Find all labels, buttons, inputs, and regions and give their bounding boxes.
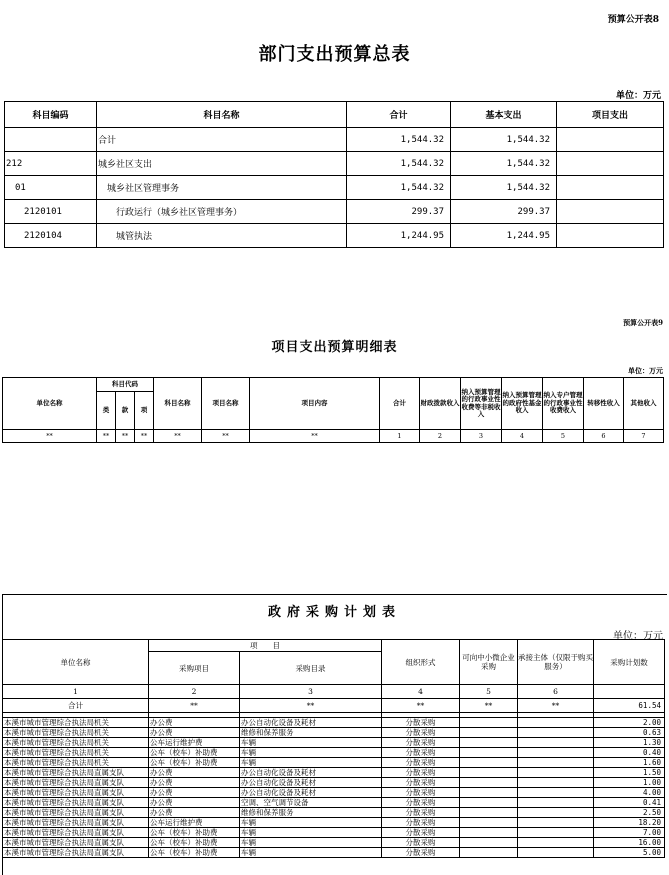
project-value bbox=[557, 200, 664, 224]
cell-item: 办公费 bbox=[149, 788, 240, 798]
cell: 5 bbox=[460, 685, 518, 699]
basic-value: 1,544.32 bbox=[451, 128, 557, 152]
table-row bbox=[3, 818, 665, 828]
cell-unit: 本溪市城市管理综合执法局直属支队 bbox=[3, 768, 149, 778]
cell-catalog: 维修和保养服务 bbox=[240, 728, 382, 738]
header-transfer: 转移性收入 bbox=[584, 378, 624, 430]
subject-name: 合计 bbox=[97, 128, 347, 152]
cell-unit: 本溪市城市管理综合执法局机关 bbox=[3, 718, 149, 728]
cell bbox=[594, 685, 665, 699]
header-special-account: 纳入专户管理的行政事业性收费收入 bbox=[543, 378, 584, 430]
subject-name: 行政运行（城乡社区管理事务） bbox=[97, 200, 347, 224]
cell: 2 bbox=[420, 430, 461, 443]
cell-amount: 16.00 bbox=[594, 838, 665, 848]
basic-value: 299.37 bbox=[451, 200, 557, 224]
total-label: 合计 bbox=[3, 699, 149, 713]
cell-sme bbox=[460, 788, 518, 798]
cell-unit: 本溪市城市管理综合执法局直属支队 bbox=[3, 808, 149, 818]
cell-sme bbox=[460, 798, 518, 808]
cell: ** bbox=[250, 430, 380, 443]
cell-item: 办公费 bbox=[149, 798, 240, 808]
cell-sme bbox=[460, 718, 518, 728]
cell-amount: 0.63 bbox=[594, 728, 665, 738]
table-row bbox=[5, 152, 664, 176]
basic-value: 1,244.95 bbox=[451, 224, 557, 248]
subject-name: 城管执法 bbox=[97, 224, 347, 248]
cell-sme bbox=[460, 848, 518, 858]
cell-undertaker bbox=[518, 748, 594, 758]
project-value bbox=[557, 152, 664, 176]
table-row bbox=[5, 176, 664, 200]
cell-catalog: 办公自动化设备及耗材 bbox=[240, 778, 382, 788]
cell-form: 分散采购 bbox=[382, 818, 460, 828]
cell-amount: 7.00 bbox=[594, 828, 665, 838]
total-value: 1,544.32 bbox=[347, 152, 451, 176]
cell: ** bbox=[460, 699, 518, 713]
project-value bbox=[557, 224, 664, 248]
cell-item: 公车（校车）补助费 bbox=[149, 838, 240, 848]
total-value: 299.37 bbox=[347, 200, 451, 224]
cell-amount: 1.60 bbox=[594, 758, 665, 768]
cell-undertaker bbox=[518, 728, 594, 738]
subject-code: 212 bbox=[5, 152, 97, 176]
basic-value: 1,544.32 bbox=[451, 176, 557, 200]
cell: 2 bbox=[149, 685, 240, 699]
cell: 6 bbox=[584, 430, 624, 443]
header-catalog: 采购目录 bbox=[240, 652, 382, 685]
cell-unit: 本溪市城市管理综合执法局直属支队 bbox=[3, 798, 149, 808]
table-row bbox=[3, 798, 665, 808]
cell: 4 bbox=[382, 685, 460, 699]
cell-amount: 1.30 bbox=[594, 738, 665, 748]
cell-amount: 2.50 bbox=[594, 808, 665, 818]
cell-unit: 本溪市城市管理综合执法局直属支队 bbox=[3, 828, 149, 838]
cell-unit: 本溪市城市管理综合执法局直属支队 bbox=[3, 818, 149, 828]
cell: 4 bbox=[502, 430, 543, 443]
cell: 1 bbox=[3, 685, 149, 699]
cell-form: 分散采购 bbox=[382, 748, 460, 758]
cell-undertaker bbox=[518, 838, 594, 848]
cell: 3 bbox=[240, 685, 382, 699]
cell-sme bbox=[460, 808, 518, 818]
header-basic: 基本支出 bbox=[451, 102, 557, 128]
table-row bbox=[3, 728, 665, 738]
cell-amount: 0.41 bbox=[594, 798, 665, 808]
project-expenditure-table bbox=[2, 377, 664, 443]
cell-sme bbox=[460, 728, 518, 738]
cell-unit: 本溪市城市管理综合执法局机关 bbox=[3, 748, 149, 758]
header-form: 组织形式 bbox=[382, 640, 460, 685]
cell-item: 公车（校车）补助费 bbox=[149, 758, 240, 768]
cell-amount: 1.00 bbox=[594, 778, 665, 788]
subject-name: 城乡社区管理事务 bbox=[97, 176, 347, 200]
total-value: 1,544.32 bbox=[347, 176, 451, 200]
cell-amount: 2.00 bbox=[594, 718, 665, 728]
cell-form: 分散采购 bbox=[382, 838, 460, 848]
cell-catalog: 维修和保养服务 bbox=[240, 808, 382, 818]
cell: 7 bbox=[624, 430, 664, 443]
basic-value: 1,544.32 bbox=[451, 152, 557, 176]
procurement-title: 政府采购计划表 bbox=[267, 605, 401, 620]
cell-catalog: 车辆 bbox=[240, 738, 382, 748]
cell-sme bbox=[460, 838, 518, 848]
header-project: 项目支出 bbox=[557, 102, 664, 128]
cell-form: 分散采购 bbox=[382, 788, 460, 798]
cell-form: 分散采购 bbox=[382, 718, 460, 728]
cell: ** bbox=[135, 430, 154, 443]
subject-code bbox=[5, 128, 97, 152]
header-fund-income: 纳入预算管理的政府性基金收入 bbox=[502, 378, 543, 430]
subject-code: 01 bbox=[5, 176, 97, 200]
cell-catalog: 车辆 bbox=[240, 848, 382, 858]
cell-form: 分散采购 bbox=[382, 738, 460, 748]
header-subject-name: 科目名称 bbox=[154, 378, 202, 430]
table-row bbox=[3, 738, 665, 748]
project-value bbox=[557, 128, 664, 152]
table-row bbox=[5, 200, 664, 224]
cell-undertaker bbox=[518, 768, 594, 778]
header-kuan: 款 bbox=[116, 392, 135, 430]
table-row bbox=[5, 128, 664, 152]
cell-item: 公车（校车）补助费 bbox=[149, 748, 240, 758]
table-row bbox=[3, 748, 665, 758]
cell-amount: 5.00 bbox=[594, 848, 665, 858]
cell-catalog: 车辆 bbox=[240, 758, 382, 768]
cell-sme bbox=[460, 758, 518, 768]
cell-undertaker bbox=[518, 808, 594, 818]
cell-undertaker bbox=[518, 778, 594, 788]
cell-form: 分散采购 bbox=[382, 848, 460, 858]
cell-item: 公车（校车）补助费 bbox=[149, 848, 240, 858]
cell-catalog: 空调、空气调节设备 bbox=[240, 798, 382, 808]
cell-undertaker bbox=[518, 848, 594, 858]
cell-item: 公车运行维护费 bbox=[149, 818, 240, 828]
cell-unit: 本溪市城市管理综合执法局机关 bbox=[3, 758, 149, 768]
header-amount: 采购计划数 bbox=[594, 640, 665, 685]
table-row bbox=[3, 808, 665, 818]
cell-sme bbox=[460, 738, 518, 748]
header-subject-code: 科目编码 bbox=[5, 102, 97, 128]
table-row bbox=[3, 848, 665, 858]
cell: 1 bbox=[380, 430, 420, 443]
header-lei: 类 bbox=[97, 392, 116, 430]
header-unit-name: 单位名称 bbox=[3, 378, 97, 430]
cell-item: 公车（校车）补助费 bbox=[149, 828, 240, 838]
cell: 3 bbox=[461, 430, 502, 443]
cell-catalog: 车辆 bbox=[240, 838, 382, 848]
cell: ** bbox=[3, 430, 97, 443]
cell-item: 公车运行维护费 bbox=[149, 738, 240, 748]
table-row bbox=[3, 788, 665, 798]
cell: 6 bbox=[518, 685, 594, 699]
total-row bbox=[3, 699, 665, 713]
header-other: 其他收入 bbox=[624, 378, 664, 430]
table-row bbox=[3, 778, 665, 788]
cell: ** bbox=[97, 430, 116, 443]
cell-sme bbox=[460, 748, 518, 758]
header-total: 合计 bbox=[380, 378, 420, 430]
header-xiang: 项 bbox=[135, 392, 154, 430]
total-value: 1,544.32 bbox=[347, 128, 451, 152]
header-item: 采购项目 bbox=[149, 652, 240, 685]
cell-undertaker bbox=[518, 828, 594, 838]
cell: 5 bbox=[543, 430, 584, 443]
project-value bbox=[557, 176, 664, 200]
subject-name: 城乡社区支出 bbox=[97, 152, 347, 176]
table-row bbox=[3, 430, 664, 443]
table-row bbox=[3, 838, 665, 848]
cell: ** bbox=[149, 699, 240, 713]
table9-tag: 预算公开表9 bbox=[623, 318, 663, 327]
table9-unit: 单位：万元 bbox=[628, 366, 663, 375]
header-project: 项 目 bbox=[149, 640, 382, 652]
cell-undertaker bbox=[518, 758, 594, 768]
cell: ** bbox=[240, 699, 382, 713]
cell-item: 办公费 bbox=[149, 728, 240, 738]
cell-undertaker bbox=[518, 798, 594, 808]
cell-form: 分散采购 bbox=[382, 798, 460, 808]
cell-item: 办公费 bbox=[149, 778, 240, 788]
cell-catalog: 车辆 bbox=[240, 818, 382, 828]
cell-amount: 0.40 bbox=[594, 748, 665, 758]
total-value: 1,244.95 bbox=[347, 224, 451, 248]
table-row bbox=[3, 718, 665, 728]
cell: ** bbox=[154, 430, 202, 443]
table-row bbox=[3, 768, 665, 778]
cell-amount: 1.50 bbox=[594, 768, 665, 778]
cell-undertaker bbox=[518, 718, 594, 728]
cell-item: 办公费 bbox=[149, 768, 240, 778]
cell-sme bbox=[460, 828, 518, 838]
table9-title: 项目支出预算明细表 bbox=[271, 340, 398, 355]
cell-unit: 本溪市城市管理综合执法局机关 bbox=[3, 738, 149, 748]
cell-unit: 本溪市城市管理综合执法局直属支队 bbox=[3, 848, 149, 858]
header-project-content: 项目内容 bbox=[250, 378, 380, 430]
cell-unit: 本溪市城市管理综合执法局直属支队 bbox=[3, 788, 149, 798]
cell-unit: 本溪市城市管理综合执法局机关 bbox=[3, 728, 149, 738]
cell: ** bbox=[116, 430, 135, 443]
cell: ** bbox=[518, 699, 594, 713]
cell-unit: 本溪市城市管理综合执法局直属支队 bbox=[3, 838, 149, 848]
table8-unit: 单位：万元 bbox=[615, 91, 661, 101]
cell-catalog: 办公自动化设备及耗材 bbox=[240, 788, 382, 798]
cell-form: 分散采购 bbox=[382, 728, 460, 738]
cell-form: 分散采购 bbox=[382, 778, 460, 788]
cell-form: 分散采购 bbox=[382, 828, 460, 838]
cell-sme bbox=[460, 778, 518, 788]
cell-unit: 本溪市城市管理综合执法局直属支队 bbox=[3, 778, 149, 788]
cell: ** bbox=[202, 430, 250, 443]
cell: ** bbox=[382, 699, 460, 713]
cell-form: 分散采购 bbox=[382, 758, 460, 768]
cell-undertaker bbox=[518, 738, 594, 748]
budget-expenditure-table bbox=[4, 101, 664, 248]
cell-undertaker bbox=[518, 818, 594, 828]
procurement-unit: 单位：万元 bbox=[613, 631, 663, 642]
cell-sme bbox=[460, 768, 518, 778]
header-subject-code: 科目代码 bbox=[97, 378, 154, 392]
cell-sme bbox=[460, 818, 518, 828]
cell-catalog: 车辆 bbox=[240, 748, 382, 758]
cell-amount: 18.20 bbox=[594, 818, 665, 828]
header-subject-name: 科目名称 bbox=[97, 102, 347, 128]
cell-form: 分散采购 bbox=[382, 808, 460, 818]
cell-item: 办公费 bbox=[149, 808, 240, 818]
header-sme: 可向中小微企业采购 bbox=[460, 640, 518, 685]
header-managed-nontax: 纳入预算管理的行政事业性收费等非税收入 bbox=[461, 378, 502, 430]
header-total: 合计 bbox=[347, 102, 451, 128]
cell-catalog: 办公自动化设备及耗材 bbox=[240, 718, 382, 728]
cell-form: 分散采购 bbox=[382, 768, 460, 778]
header-undertaker: 承接主体（仅限于购买服务） bbox=[518, 640, 594, 685]
cell-catalog: 车辆 bbox=[240, 828, 382, 838]
table-row bbox=[3, 758, 665, 768]
cell-undertaker bbox=[518, 788, 594, 798]
table-row bbox=[3, 828, 665, 838]
subject-code: 2120101 bbox=[5, 200, 97, 224]
table-row bbox=[5, 224, 664, 248]
header-unit-name: 单位名称 bbox=[3, 640, 149, 685]
cell-amount: 4.00 bbox=[594, 788, 665, 798]
table8-tag: 预算公开表8 bbox=[607, 15, 659, 25]
table8-title: 部门支出预算总表 bbox=[258, 44, 411, 65]
subject-code: 2120104 bbox=[5, 224, 97, 248]
index-row bbox=[3, 685, 665, 699]
procurement-plan-table bbox=[2, 639, 665, 858]
cell-catalog: 办公自动化设备及耗材 bbox=[240, 768, 382, 778]
cell-item: 办公费 bbox=[149, 718, 240, 728]
header-fiscal: 财政拨款收入 bbox=[420, 378, 461, 430]
header-project-name: 项目名称 bbox=[202, 378, 250, 430]
total-amount: 61.54 bbox=[594, 699, 665, 713]
